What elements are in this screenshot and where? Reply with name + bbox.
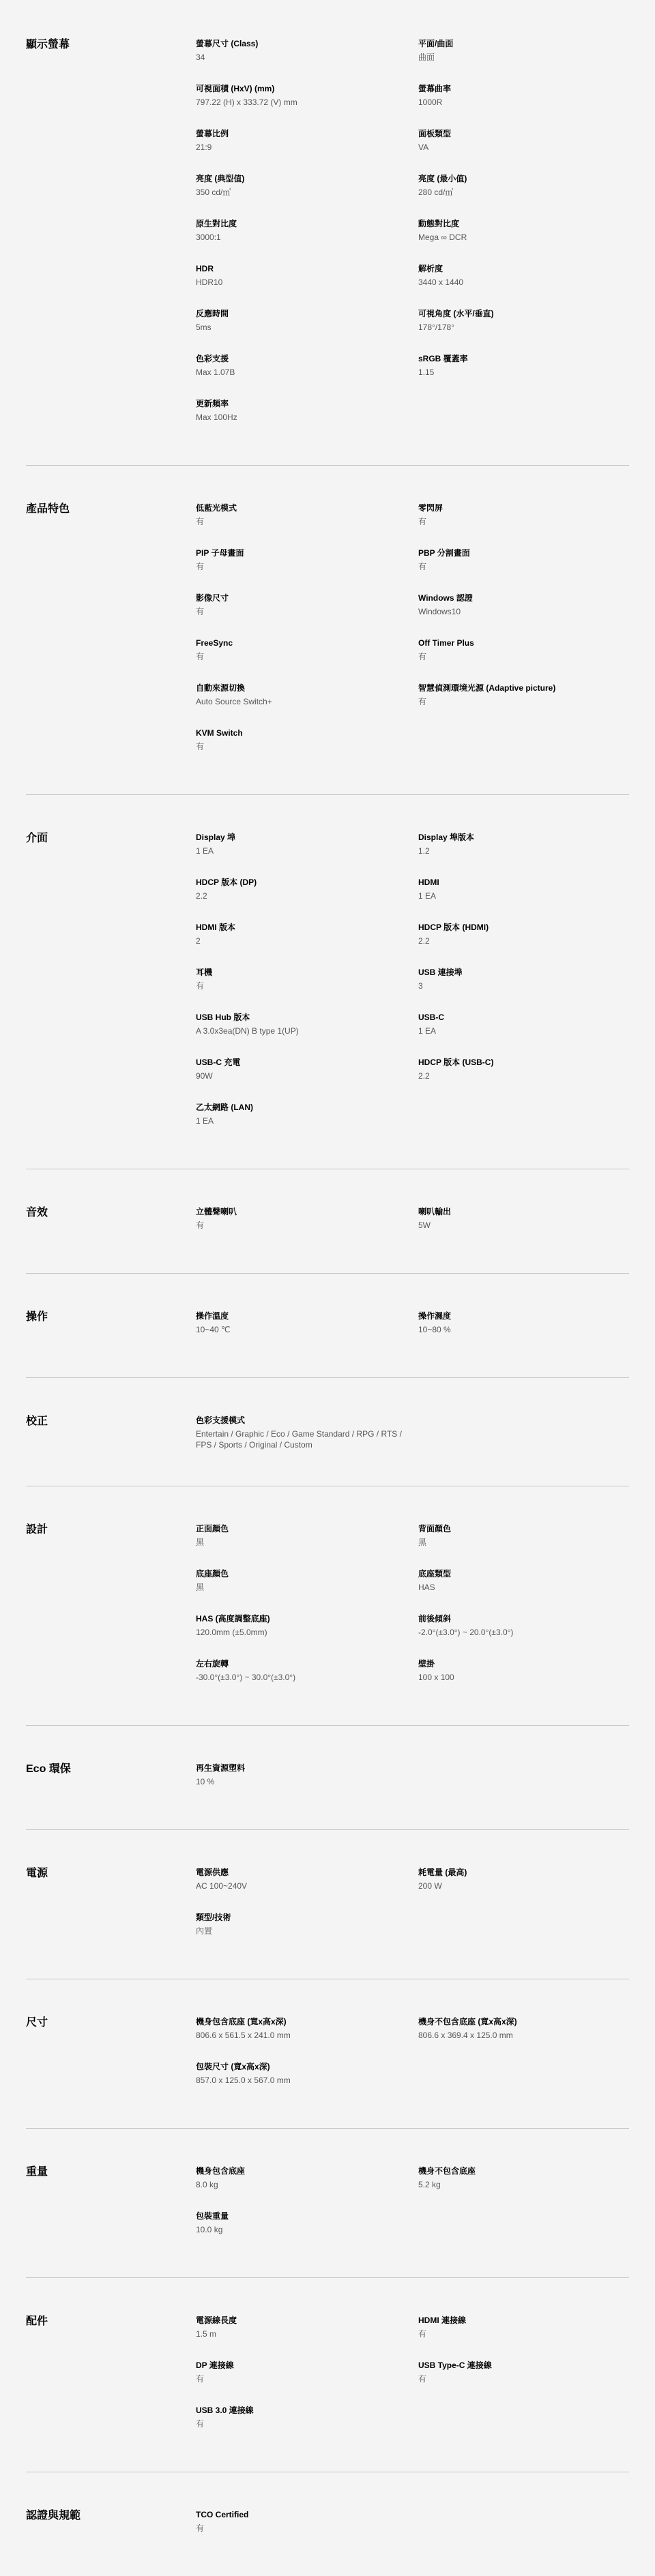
- spec-grid: [196, 2509, 629, 2541]
- spec-item: [418, 263, 629, 295]
- spec-item: [418, 1311, 629, 1342]
- section-title: 介面: [26, 833, 48, 844]
- spec-value: 1 EA: [418, 891, 437, 901]
- spec-value: 有: [196, 2523, 205, 2533]
- spec-value: 10~80 %: [418, 1325, 451, 1334]
- spec-label: 零閃屏: [418, 503, 443, 513]
- spec-item: [196, 967, 418, 998]
- spec-value: -2.0°(±3.0°) ~ 20.0°(±3.0°): [418, 1628, 514, 1637]
- spec-label: USB Type-C 連接線: [418, 2361, 492, 2370]
- spec-item: [196, 218, 418, 250]
- spec-label: Off Timer Plus: [418, 638, 474, 648]
- spec-item: [196, 593, 418, 624]
- spec-value: 5ms: [196, 323, 212, 332]
- spec-grid: [196, 38, 629, 430]
- spec-item: [196, 308, 418, 340]
- spec-value: Max 100Hz: [196, 413, 237, 422]
- spec-label: 平面/曲面: [418, 39, 454, 48]
- spec-item: [196, 1415, 418, 1450]
- spec-item: [196, 1523, 418, 1555]
- spec-section: [26, 2129, 629, 2278]
- spec-label: 亮度 (典型值): [196, 174, 245, 183]
- spec-label: 耳機: [196, 968, 213, 977]
- spec-section: [26, 1378, 629, 1486]
- spec-item: [196, 1057, 418, 1088]
- spec-item: [196, 548, 418, 579]
- spec-value: 黑: [418, 1538, 427, 1547]
- section-title: 音效: [26, 1207, 48, 1218]
- section-title: 設計: [26, 1524, 48, 1536]
- spec-label: 自動來源切換: [196, 683, 246, 693]
- spec-value: 5.2 kg: [418, 2180, 441, 2189]
- spec-grid: [196, 832, 629, 1133]
- spec-value: Auto Source Switch+: [196, 697, 272, 706]
- spec-value: 黑: [196, 1583, 205, 1592]
- spec-item: [196, 683, 418, 714]
- spec-label: HDMI 版本: [196, 923, 235, 932]
- spec-label: HAS (高度調整底座): [196, 1614, 270, 1623]
- spec-value: 曲面: [418, 53, 435, 62]
- spec-item: [418, 38, 629, 70]
- spec-label: HDCP 版本 (DP): [196, 878, 257, 887]
- spec-label: 可視角度 (水平/垂直): [418, 309, 494, 318]
- spec-value: 有: [418, 2374, 427, 2384]
- spec-value: 1.5 m: [196, 2329, 217, 2339]
- spec-label: 操作濕度: [418, 1311, 452, 1321]
- section-title: 顯示螢幕: [26, 39, 70, 50]
- spec-item: [418, 83, 629, 115]
- spec-label: 立體聲喇叭: [196, 1207, 237, 1216]
- spec-value: 350 cd/㎡: [196, 188, 231, 197]
- spec-item: [196, 353, 418, 385]
- spec-item: [196, 638, 418, 669]
- spec-value: VA: [418, 143, 429, 152]
- spec-item: [418, 2360, 629, 2391]
- spec-item: [418, 1658, 629, 1690]
- spec-label: 機身不包含底座: [418, 2166, 476, 2176]
- spec-label: FreeSync: [196, 638, 233, 648]
- spec-label: 色彩支援: [196, 354, 229, 363]
- spec-item: [418, 593, 629, 624]
- spec-value: 1 EA: [196, 1116, 214, 1126]
- spec-section: [26, 0, 629, 466]
- section-title: 操作: [26, 1311, 48, 1323]
- spec-item: [196, 173, 418, 205]
- spec-label: 更新頻率: [196, 399, 229, 408]
- spec-value: 黑: [196, 1538, 205, 1547]
- spec-label: 壁掛: [418, 1659, 435, 1668]
- spec-label: USB-C: [418, 1013, 444, 1022]
- spec-value: 1 EA: [196, 846, 214, 856]
- spec-grid: [196, 2315, 629, 2436]
- section-title: 產品特色: [26, 503, 70, 515]
- spec-value: 857.0 x 125.0 x 567.0 mm: [196, 2076, 291, 2085]
- spec-item: [418, 548, 629, 579]
- spec-value: 3000:1: [196, 233, 221, 242]
- spec-value: 有: [196, 607, 205, 616]
- spec-value: 3: [418, 981, 423, 991]
- spec-label: 低藍光模式: [196, 503, 237, 513]
- spec-value: 21:9: [196, 143, 212, 152]
- spec-label: 前後傾斜: [418, 1614, 452, 1623]
- spec-value: 1.2: [418, 846, 430, 856]
- spec-label: Windows 認證: [418, 593, 473, 603]
- spec-item: [196, 128, 418, 160]
- spec-section: [26, 1726, 629, 1830]
- spec-grid: [196, 1415, 629, 1450]
- spec-label: 包裝重量: [196, 2211, 229, 2221]
- spec-label: 電源線長度: [196, 2316, 237, 2325]
- spec-item: [196, 1912, 418, 1943]
- spec-item: [196, 877, 418, 908]
- spec-section: [26, 1169, 629, 1274]
- spec-value: 10.0 kg: [196, 2225, 223, 2234]
- spec-item: [196, 83, 418, 115]
- spec-value: 內置: [196, 1926, 213, 1936]
- spec-value: 806.6 x 369.4 x 125.0 mm: [418, 2031, 513, 2040]
- spec-value: 806.6 x 561.5 x 241.0 mm: [196, 2031, 291, 2040]
- spec-section: [26, 1486, 629, 1726]
- spec-value: 2.2: [196, 891, 207, 901]
- spec-label: USB 3.0 連接線: [196, 2406, 254, 2415]
- section-title: 校正: [26, 1416, 48, 1427]
- spec-label: 乙太網路 (LAN): [196, 1103, 253, 1112]
- spec-item: [196, 1658, 418, 1690]
- spec-value: AC 100~240V: [196, 1881, 248, 1891]
- spec-value: 10 %: [196, 1777, 215, 1786]
- spec-grid: [196, 1311, 629, 1342]
- section-title: 重量: [26, 2166, 48, 2178]
- spec-item: [418, 218, 629, 250]
- spec-value: 有: [196, 2419, 205, 2429]
- spec-item: [418, 877, 629, 908]
- spec-grid: [196, 2016, 629, 2093]
- spec-item: [418, 2315, 629, 2346]
- spec-label: USB-C 充電: [196, 1058, 241, 1067]
- spec-item: [196, 503, 418, 534]
- spec-value: 2.2: [418, 936, 430, 946]
- spec-value: 797.22 (H) x 333.72 (V) mm: [196, 98, 297, 107]
- spec-value: 有: [196, 1220, 205, 1230]
- spec-item: [418, 128, 629, 160]
- spec-item: [418, 1012, 629, 1043]
- spec-item: [196, 398, 418, 430]
- spec-label: 亮度 (最小值): [418, 174, 467, 183]
- spec-item: [418, 2016, 629, 2048]
- spec-label: 螢幕曲率: [418, 84, 452, 93]
- spec-value: 有: [418, 2329, 427, 2339]
- spec-item: [196, 2166, 418, 2197]
- spec-value: 有: [418, 697, 427, 706]
- spec-label: sRGB 覆蓋率: [418, 354, 468, 363]
- spec-value: 34: [196, 53, 205, 62]
- spec-item: [418, 353, 629, 385]
- spec-label: 再生資源塑料: [196, 1763, 246, 1773]
- spec-label: 解析度: [418, 264, 443, 273]
- spec-item: [196, 1311, 418, 1342]
- spec-label: HDCP 版本 (HDMI): [418, 923, 489, 932]
- spec-grid: [196, 1763, 629, 1794]
- spec-label: 底座顏色: [196, 1569, 229, 1578]
- spec-item: [196, 2360, 418, 2391]
- spec-item: [196, 1102, 418, 1133]
- spec-item: [196, 38, 418, 70]
- spec-grid: [196, 1523, 629, 1690]
- spec-label: USB 連接埠: [418, 968, 463, 977]
- spec-value: 有: [418, 562, 427, 571]
- spec-item: [418, 308, 629, 340]
- spec-grid: [196, 503, 629, 759]
- spec-item: [418, 1523, 629, 1555]
- spec-value: 2.2: [418, 1071, 430, 1081]
- spec-label: 機身包含底座 (寬x高x深): [196, 2017, 287, 2026]
- spec-item: [418, 173, 629, 205]
- spec-value: 5W: [418, 1220, 431, 1230]
- spec-item: [196, 1867, 418, 1898]
- spec-item: [196, 1012, 418, 1043]
- spec-label: 面板類型: [418, 129, 452, 138]
- spec-label: 色彩支援模式: [196, 1416, 246, 1425]
- spec-label: Display 埠: [196, 833, 236, 842]
- spec-section: [26, 2472, 629, 2576]
- spec-value: 有: [418, 517, 427, 526]
- spec-value: HDR10: [196, 278, 223, 287]
- spec-value: 280 cd/㎡: [418, 188, 454, 197]
- spec-label: Display 埠版本: [418, 833, 475, 842]
- spec-item: [418, 1867, 629, 1898]
- spec-value: 1.15: [418, 368, 435, 377]
- section-title: Eco 環保: [26, 1763, 71, 1775]
- section-title: 電源: [26, 1868, 48, 1879]
- spec-item: [418, 967, 629, 998]
- spec-label: 背面顏色: [418, 1524, 452, 1533]
- spec-label: KVM Switch: [196, 728, 243, 738]
- spec-item: [418, 1206, 629, 1238]
- spec-label: 動態對比度: [418, 219, 460, 228]
- spec-label: PBP 分割畫面: [418, 548, 470, 558]
- spec-item: [418, 1613, 629, 1645]
- spec-value: 10~40 ℃: [196, 1325, 231, 1334]
- spec-label: 反應時間: [196, 309, 229, 318]
- section-title: 認證與規範: [26, 2510, 81, 2521]
- spec-item: [418, 1057, 629, 1088]
- spec-item: [196, 832, 418, 863]
- spec-section: [26, 466, 629, 795]
- spec-value: 有: [196, 562, 205, 571]
- spec-value: 有: [196, 517, 205, 526]
- spec-section: [26, 2278, 629, 2472]
- spec-value: 有: [196, 742, 205, 751]
- spec-item: [196, 922, 418, 953]
- spec-label: HDMI 連接線: [418, 2316, 466, 2325]
- spec-item: [196, 2509, 418, 2541]
- spec-label: 左右旋轉: [196, 1659, 229, 1668]
- spec-value: 有: [196, 652, 205, 661]
- spec-value: 8.0 kg: [196, 2180, 218, 2189]
- spec-item: [196, 2061, 418, 2093]
- spec-label: USB Hub 版本: [196, 1013, 250, 1022]
- spec-value: Mega ∞ DCR: [418, 233, 467, 242]
- spec-value: -30.0°(±3.0°) ~ 30.0°(±3.0°): [196, 1673, 296, 1682]
- spec-label: 耗電量 (最高): [418, 1868, 467, 1877]
- spec-item: [418, 922, 629, 953]
- spec-value: A 3.0x3ea(DN) B type 1(UP): [196, 1026, 299, 1036]
- spec-value: 178°/178°: [418, 323, 454, 332]
- spec-label: 喇叭輸出: [418, 1207, 452, 1216]
- spec-label: 可視面積 (HxV) (mm): [196, 84, 275, 93]
- spec-section: [26, 1274, 629, 1378]
- spec-label: 底座類型: [418, 1569, 452, 1578]
- spec-label: HDCP 版本 (USB-C): [418, 1058, 494, 1067]
- spec-label: 機身不包含底座 (寬x高x深): [418, 2017, 517, 2026]
- spec-value: 有: [196, 2374, 205, 2384]
- section-title: 配件: [26, 2316, 48, 2327]
- spec-label: 類型/技術: [196, 1913, 231, 1922]
- spec-section: [26, 795, 629, 1169]
- spec-value: 3440 x 1440: [418, 278, 464, 287]
- spec-value: 有: [418, 652, 427, 661]
- spec-label: 原生對比度: [196, 219, 237, 228]
- spec-item: [418, 638, 629, 669]
- spec-item: [196, 728, 418, 759]
- spec-item: [196, 1568, 418, 1600]
- spec-value: Max 1.07B: [196, 368, 235, 377]
- spec-grid: [196, 1206, 629, 1238]
- spec-item: [196, 263, 418, 295]
- spec-value: 1000R: [418, 98, 443, 107]
- spec-grid: [196, 1867, 629, 1943]
- spec-value: Entertain / Graphic / Eco / Game Standard / RPG / RTS / FPS / Sports / Original / Custom: [196, 1429, 402, 1450]
- spec-value: 1 EA: [418, 1026, 437, 1036]
- spec-label: 影像尺寸: [196, 593, 229, 603]
- section-title: 尺寸: [26, 2017, 48, 2028]
- spec-value: 有: [196, 981, 205, 991]
- spec-item: [418, 1568, 629, 1600]
- spec-value: 200 W: [418, 1881, 442, 1891]
- spec-item: [418, 832, 629, 863]
- spec-value: 90W: [196, 1071, 213, 1081]
- spec-value: HAS: [418, 1583, 435, 1592]
- spec-item: [418, 503, 629, 534]
- spec-label: HDR: [196, 264, 214, 273]
- spec-item: [196, 1613, 418, 1645]
- spec-label: 智慧偵測環境光源 (Adaptive picture): [418, 683, 556, 693]
- spec-value: 100 x 100: [418, 1673, 454, 1682]
- spec-label: 電源供應: [196, 1868, 229, 1877]
- spec-label: DP 連接線: [196, 2361, 234, 2370]
- spec-label: 包裝尺寸 (寬x高x深): [196, 2062, 270, 2071]
- spec-label: 操作溫度: [196, 1311, 229, 1321]
- spec-label: 機身包含底座: [196, 2166, 246, 2176]
- spec-item: [418, 2166, 629, 2197]
- spec-value: 2: [196, 936, 201, 946]
- spec-value: Windows10: [418, 607, 461, 616]
- spec-item: [196, 2016, 418, 2048]
- spec-value: 120.0mm (±5.0mm): [196, 1628, 267, 1637]
- spec-item: [196, 1763, 418, 1794]
- spec-label: 正面顏色: [196, 1524, 229, 1533]
- spec-label: HDMI: [418, 878, 439, 887]
- spec-item: [418, 683, 629, 714]
- spec-grid: [196, 2166, 629, 2242]
- spec-item: [196, 2211, 418, 2242]
- spec-section: [26, 1979, 629, 2129]
- spec-label: TCO Certified: [196, 2510, 249, 2519]
- spec-item: [196, 2315, 418, 2346]
- spec-label: PIP 子母畫面: [196, 548, 244, 558]
- spec-label: 螢幕尺寸 (Class): [196, 39, 259, 48]
- spec-label: 螢幕比例: [196, 129, 229, 138]
- spec-item: [196, 1206, 418, 1238]
- spec-item: [196, 2405, 418, 2436]
- spec-section: [26, 1830, 629, 1979]
